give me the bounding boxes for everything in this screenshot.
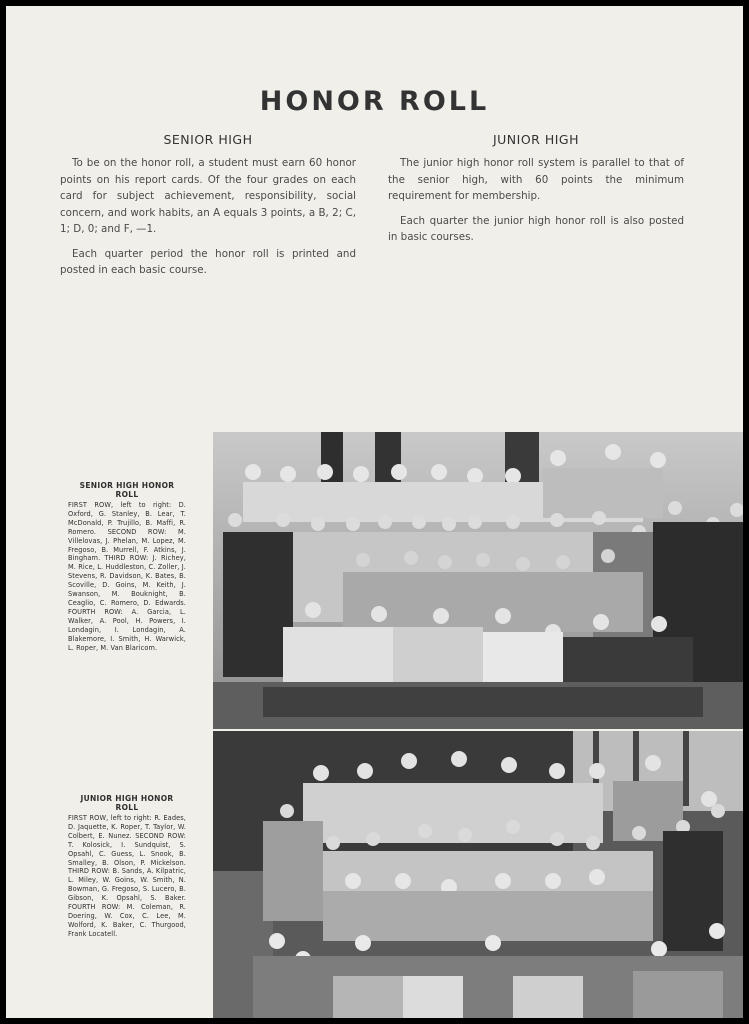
senior-caption-title: SENIOR HIGH HONOR ROLL [79,481,175,499]
junior-high-paragraph-2: Each quarter the junior high honor roll is also posted in basic courses. [388,214,684,243]
senior-caption-names: FIRST ROW, left to right: D. Oxford, G. Stanley, B. Lear, T. McDonald, P. Trujillo, B. Maffi, R. Romero. SECOND ROW: M. Villelovas, J. Phelan, M. Lopez, M. Fregoso, B. Murrell, F. Atkins, J. Bingham. THIRD ROW: J. Richey, M. Rice, L. Huddleston, C. Zoller, J. Stevens, R. Davidson, K. Bates, B. Scoville, D. Goins, M. Keith, J. Swanson, M. Bouknight, B. Ceaglio, C. Romero, D. Edwards. FOURTH ROW: A. Garcia, L. Walker, A. Pool, H. Powers, I. Londagin, I. Londagin, A. Blakemore, I. Smith, H. Warwick, L. Roper, M. Van Blaricom. [68,501,186,652]
junior-caption-title: JUNIOR HIGH HONOR ROLL [80,794,174,812]
senior-honor-roll-photo [213,432,743,729]
senior-high-paragraph-2: Each quarter period the honor roll is printed and posted in each basic course. [60,247,356,276]
senior-group-photo-image [213,432,743,729]
junior-high-section [388,132,684,254]
page-title: HONOR ROLL [259,86,490,117]
junior-group-photo-image [213,731,743,1018]
junior-high-paragraph-1: The junior high honor roll system is parallel to that of the senior high, with 60 points the minimum requirement for membership. [388,157,684,202]
senior-high-heading: SENIOR HIGH [163,132,253,147]
junior-honor-roll-caption [68,794,186,939]
yearbook-page [6,6,743,1018]
senior-honor-roll-caption [68,481,186,652]
senior-high-paragraph-1: To be on the honor roll, a student must earn 60 honor points on his report cards. Of the four grades on each card for subject achievement, responsibility, social concern, and work habits, an A equals 3 points, a B, 2; C, 1; D, 0; and F, —1. [60,157,356,235]
junior-caption-names: FIRST ROW, left to right: R. Eades, D. Jaquette, K. Roper, T. Taylor, W. Colbert, E. Nunez. SECOND ROW: T. Kolosick, I. Sundquist, S. Opsahl, C. Guess, L. Snook, B. Smalley, B. Olson, P. Mickelson. THIRD ROW: B. Sands, A. Kilpatric, L. Miley, W. Goins, W. Smith, N. Bowman, G. Fregoso, S. Lucero, B. Gibson, K. Opsahl, S. Baker. FOURTH ROW: M. Coleman, R. Doering, W. Cox, C. Lee, M. Wolford, K. Baker, C. Thurgood, Frank Locatell. [68,814,186,938]
junior-high-heading: JUNIOR HIGH [492,132,580,147]
senior-high-section [60,132,356,287]
junior-honor-roll-photo [213,731,743,1018]
